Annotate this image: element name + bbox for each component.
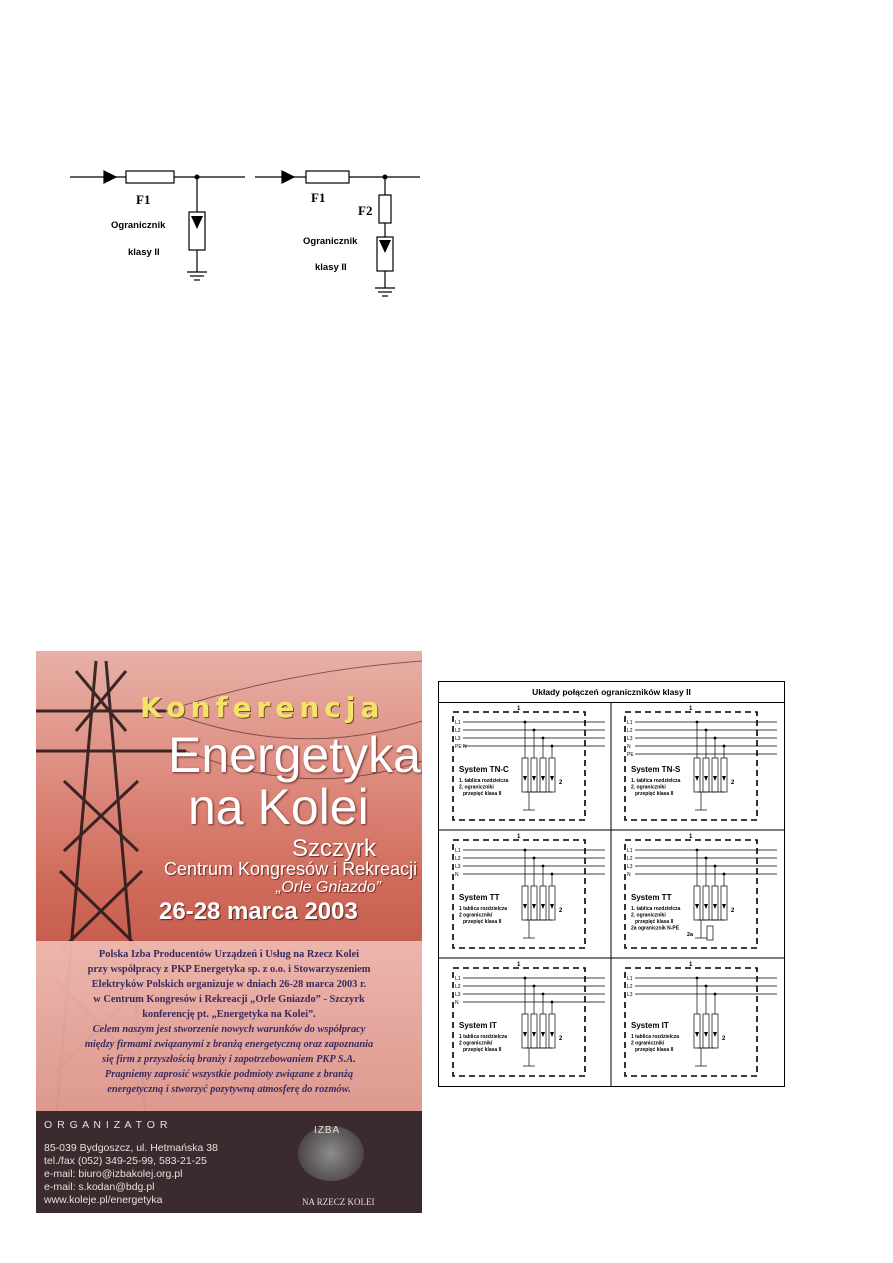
logo-text: IZBA (314, 1125, 341, 1136)
conductor-label: L3 (627, 992, 633, 998)
poster-dates: 26-28 marca 2003 (159, 898, 358, 925)
system-label: System IT (459, 1021, 497, 1030)
system-label: System TN-C (459, 765, 509, 774)
surge-arrester (694, 886, 700, 920)
connection-diagrams-table (438, 681, 785, 1087)
poster-body-line: przy współpracy z PKP Energetyka sp. z o.o. i Stowarzyszeniem (87, 964, 371, 975)
poster-body-line: w Centrum Kongresów i Rekreacji „Orle Gniazdo” - Szczyrk (93, 994, 365, 1005)
surge-arrester (522, 1014, 528, 1048)
surge-arrester (531, 758, 537, 792)
system-label: System TT (459, 893, 500, 902)
conductor-label: L1 (455, 848, 461, 854)
arrester-number-label: 2 (731, 908, 735, 914)
arrester-class-label: klasy II (128, 247, 160, 258)
arrester-number-label: 2 (559, 780, 563, 786)
surge-arrester (540, 886, 546, 920)
surge-arrester (694, 758, 700, 792)
organizer-label: O R G A N I Z A T O R (44, 1119, 169, 1131)
legend-note: 1 tablica rozdzielcza (459, 906, 508, 912)
surge-arrester (522, 886, 528, 920)
legend-note: 2 ograniczniki (631, 1040, 665, 1047)
poster-body-line: Elektryków Polskich organizuje w dniach 26-28 marca 2003 r. (91, 979, 367, 990)
surge-arrester (549, 1014, 555, 1048)
legend-note: przepięć klasa II (635, 1047, 674, 1053)
conductor-label: N (455, 872, 459, 878)
surge-arrester (694, 1014, 700, 1048)
board-number-label: 1 (689, 706, 693, 712)
poster-body-line: Celem naszym jest stworzenie nowych warunków do współpracy (92, 1024, 366, 1035)
fuse-f1-label: F1 (136, 192, 151, 207)
legend-note: 1. tablica rozdzielcza (631, 778, 681, 784)
arrester-n-pe-label: 2a (687, 932, 694, 938)
legend-note: przepięć klasa II (463, 919, 502, 925)
conference-poster (36, 651, 422, 1213)
surge-arrester (712, 1014, 718, 1048)
surge-arrester (531, 1014, 537, 1048)
surge-arrester (540, 1014, 546, 1048)
conductor-label: L2 (627, 856, 633, 862)
conductor-label: N (627, 872, 631, 878)
conductor-label: L2 (627, 984, 633, 990)
surge-arrester (703, 758, 709, 792)
n-pe-arrester (707, 926, 713, 940)
legend-note: 2a ogranicznik N-PE (631, 925, 680, 932)
conductor-label: L3 (455, 736, 461, 742)
legend-note: 2. ograniczniki (459, 784, 494, 791)
surge-arrester (703, 1014, 709, 1048)
board-number-label: 1 (517, 962, 521, 968)
poster-body-line: konferencję pt. „Energetyka na Kolei”. (142, 1009, 316, 1020)
poster-body-line: Polska Izba Producentów Urządzeń i Usług na Rzecz Kolei (98, 949, 360, 960)
arrester-number-label: 2 (559, 1036, 563, 1042)
logo-subtitle: NA RZECZ KOLEI (302, 1197, 375, 1207)
legend-note: przepięć klasa II (635, 791, 674, 797)
conductor-label: L3 (455, 864, 461, 870)
organizer-phone: tel./fax (052) 349-25-99, 583-21-25 (44, 1155, 207, 1167)
poster-place: Szczyrk (292, 835, 376, 862)
legend-note: 2. ograniczniki (631, 912, 666, 919)
surge-arrester (549, 758, 555, 792)
legend-note: 2 ograniczniki (459, 912, 493, 919)
conductor-label: L2 (455, 856, 461, 862)
system-label: System IT (631, 1021, 669, 1030)
conductor-label: N (455, 1000, 459, 1006)
legend-note: 1 tablica rozdzielcza (631, 1034, 680, 1040)
surge-arrester (522, 758, 528, 792)
conductor-label: L1 (627, 976, 633, 982)
organizer-email-2: e-mail: s.kodan@bdg.pl (44, 1181, 155, 1193)
conductor-label: N (627, 744, 631, 750)
legend-note: 1. tablica rozdzielcza (459, 778, 509, 784)
surge-arrester (712, 886, 718, 920)
conductor-label: L3 (627, 864, 633, 870)
fuse-f2-label: F2 (358, 203, 373, 218)
organizer-website: www.koleje.pl/energetyka (44, 1194, 163, 1206)
table-diagrams (439, 702, 784, 1086)
conductor-label: L1 (627, 720, 633, 726)
arrester-number-label: 2 (731, 780, 735, 786)
arrester-class-label: klasy II (315, 262, 347, 273)
poster-title-line1: Energetyka (168, 727, 421, 783)
legend-note: 1. tablica rozdzielcza (631, 906, 681, 912)
arrester-number-label: 2 (722, 1036, 726, 1042)
poster-title-line2: na Kolei (188, 779, 369, 835)
poster-body-line: energetyczną i stworzyć pozytywną atmosferę do rozmów. (107, 1084, 351, 1095)
table-title: Układy połączeń ograniczników klasy II (439, 682, 784, 703)
surge-arrester (531, 886, 537, 920)
board-number-label: 1 (517, 834, 521, 840)
poster-venue: Centrum Kongresów i Rekreacji (164, 859, 418, 879)
conductor-label: L1 (455, 720, 461, 726)
poster-kicker: Konferencja (140, 691, 385, 724)
legend-note: 2 ograniczniki (459, 1040, 493, 1047)
poster-body-line: między firmami związanymi z branżą energetyczną oraz zapoznania (84, 1039, 374, 1050)
poster-venue-name: „Orle Gniazdo” (276, 879, 381, 896)
conductor-label: PE N (455, 744, 467, 750)
legend-note: 1 tablica rozdzielcza (459, 1034, 508, 1040)
arrester-number-label: 2 (559, 908, 563, 914)
surge-arrester (721, 758, 727, 792)
legend-note: przepięć klasa II (635, 919, 674, 925)
poster-body-line: się firm z przyszłością branży i zapotrzebowaniem PKP S.A. (102, 1054, 356, 1065)
conductor-label: L1 (627, 848, 633, 854)
arrester-label: Ogranicznik (111, 220, 166, 231)
organizer-address: 85-039 Bydgoszcz, ul. Hetmańska 38 (44, 1142, 218, 1154)
poster-body-line: Pragniemy zaprosić wszystkie podmioty związane z branżą (104, 1069, 354, 1080)
legend-note: 2. ograniczniki (631, 784, 666, 791)
surge-arrester (712, 758, 718, 792)
arrester-label: Ogranicznik (303, 236, 358, 247)
surge-arrester (703, 886, 709, 920)
surge-arrester (721, 886, 727, 920)
system-label: System TT (631, 893, 672, 902)
board-number-label: 1 (689, 834, 693, 840)
organizer-email-1: e-mail: biuro@izbakolej.org.pl (44, 1168, 183, 1180)
legend-note: przepięć klasa II (463, 791, 502, 797)
conductor-label: L2 (455, 728, 461, 734)
fuse-f1-label: F1 (311, 190, 326, 205)
conductor-label: L2 (627, 728, 633, 734)
conductor-label: L2 (455, 984, 461, 990)
surge-arrester (540, 758, 546, 792)
conductor-label: L3 (627, 736, 633, 742)
system-label: System TN-S (631, 765, 681, 774)
conductor-label: L1 (455, 976, 461, 982)
conductor-label: PE (627, 752, 634, 758)
conductor-label: L3 (455, 992, 461, 998)
board-number-label: 1 (517, 706, 521, 712)
legend-note: przepięć klasa II (463, 1047, 502, 1053)
surge-arrester (549, 886, 555, 920)
board-number-label: 1 (689, 962, 693, 968)
